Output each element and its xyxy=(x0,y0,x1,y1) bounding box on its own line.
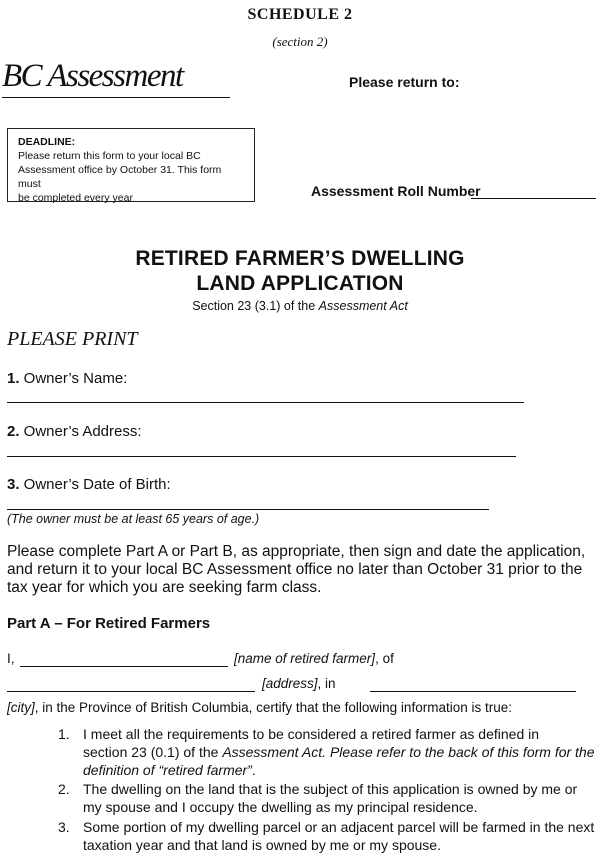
address-hint: [address] xyxy=(262,676,318,691)
owner-dob-number: 3. xyxy=(7,476,20,493)
schedule-heading: SCHEDULE 2 xyxy=(247,6,353,23)
in-text: , in xyxy=(317,676,336,691)
instructions-paragraph xyxy=(7,543,597,597)
form-title-line-1: RETIRED FARMER’S DWELLING xyxy=(135,247,465,270)
item-1-line-2 xyxy=(83,743,598,761)
item-1-line-3-text: definition of “retired farmer” xyxy=(83,762,252,778)
item-2-text xyxy=(83,780,598,816)
name-hint-line xyxy=(234,651,394,666)
act-reference xyxy=(0,299,600,313)
instructions-line-2: and return it to your local BC Assessment office no later than October 31 prior to the xyxy=(7,561,583,578)
i-prefix: I, xyxy=(7,651,15,666)
owner-address-field[interactable] xyxy=(7,456,516,457)
bc-assessment-logo: BC Assessment xyxy=(2,58,183,94)
deadline-line-2: Assessment office by October 31. This form must xyxy=(18,164,222,190)
of-text: , of xyxy=(375,651,394,666)
item-2-line-2: my spouse and I occupy the dwelling as my principal residence. xyxy=(83,799,478,815)
owner-dob-label xyxy=(7,476,171,493)
item-1-line-2-act: Assessment Act. Please refer to the back of this form for the xyxy=(222,744,595,760)
instructions-line-1: Please complete Part A or Part B, as appropriate, then sign and date the application, xyxy=(7,543,586,560)
owner-name-number: 1. xyxy=(7,370,20,387)
logo-underline xyxy=(2,97,230,98)
item-1-line-3 xyxy=(83,761,598,779)
owner-address-number: 2. xyxy=(7,423,20,440)
item-1-line-1: I meet all the requirements to be considered a retired farmer as defined in xyxy=(83,726,540,742)
owner-dob-text: Owner’s Date of Birth: xyxy=(19,476,171,493)
deadline-line-1: Please return this form to your local BC xyxy=(18,150,201,162)
city-line xyxy=(7,700,512,715)
item-2-number: 2. xyxy=(58,781,70,797)
owner-address-label xyxy=(7,423,142,440)
item-1-line-3-end: . xyxy=(251,762,256,778)
form-title-line-2: LAND APPLICATION xyxy=(196,272,404,295)
name-hint: [name of retired farmer] xyxy=(234,651,376,666)
city-suffix: , in the Province of British Columbia, certify that the following information is true: xyxy=(34,700,512,715)
address-hint-line xyxy=(262,676,336,691)
owner-address-text: Owner’s Address: xyxy=(19,423,142,440)
item-3-line-1: Some portion of my dwelling parcel or an adjacent parcel will be farmed in the next xyxy=(83,819,595,835)
owner-name-text: Owner’s Name: xyxy=(19,370,128,387)
item-3-text xyxy=(83,818,598,854)
act-name: Assessment Act xyxy=(318,299,408,313)
retired-farmer-name-field[interactable] xyxy=(20,666,228,667)
part-a-heading: Part A – For Retired Farmers xyxy=(7,615,211,632)
please-print-heading: PLEASE PRINT xyxy=(7,328,138,350)
owner-dob-field[interactable] xyxy=(7,509,489,510)
city-field[interactable] xyxy=(370,691,576,692)
city-hint: [city] xyxy=(7,700,35,715)
section-note: (section 2) xyxy=(272,34,328,49)
owner-name-label xyxy=(7,370,127,387)
item-3-line-2: taxation year and that land is owned by me or my spouse. xyxy=(83,837,441,853)
item-1-line-2-prefix: section 23 (0.1) of the xyxy=(83,744,223,760)
item-2-line-1: The dwelling on the land that is the subject of this application is owned by me or xyxy=(83,781,578,797)
owner-name-field[interactable] xyxy=(7,402,524,403)
deadline-line-3: be completed every year xyxy=(18,192,133,204)
age-requirement-text: (The owner must be at least 65 years of age.) xyxy=(7,512,260,526)
item-1-text xyxy=(83,725,598,779)
age-requirement-note xyxy=(7,512,259,526)
act-reference-prefix: Section 23 (3.1) of the xyxy=(192,299,319,313)
deadline-title: DEADLINE: xyxy=(18,136,76,148)
item-3-number: 3. xyxy=(58,819,70,835)
assessment-roll-number-field[interactable] xyxy=(471,198,596,199)
item-1-number: 1. xyxy=(58,726,70,742)
deadline-box xyxy=(7,128,255,202)
assessment-roll-number-label: Assessment Roll Number xyxy=(311,183,481,199)
return-to-label: Please return to: xyxy=(349,74,460,90)
address-field[interactable] xyxy=(7,691,255,692)
instructions-line-3: tax year for which you are seeking farm class. xyxy=(7,579,322,596)
